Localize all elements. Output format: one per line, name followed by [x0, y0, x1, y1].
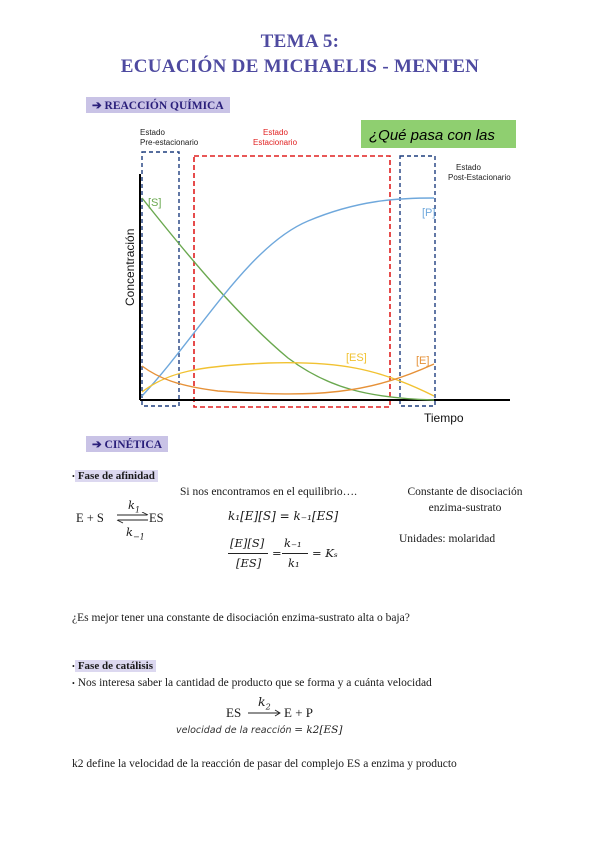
frac2-bar: [282, 553, 308, 554]
frac1-numerator: [E][S]: [230, 536, 265, 550]
ks-symbol: = Kₛ: [312, 546, 338, 560]
estado-post-label2: Post-Estacionario: [448, 173, 511, 182]
reaction-arrow: [248, 708, 282, 718]
label-es: [ES]: [346, 352, 367, 364]
x-axis-label: Tiempo: [424, 411, 464, 425]
catalisis-heading: Fase de catálisis: [75, 660, 156, 672]
velocidad-row: [176, 724, 342, 736]
section-cinetica: ➔ CINÉTICA: [86, 436, 168, 452]
unidades-text: Unidades: molaridad: [399, 533, 496, 545]
reaction-lhs: E + S: [76, 511, 104, 525]
pre-state-box: [142, 152, 179, 406]
frac2-numerator: k₋₁: [284, 536, 302, 550]
bullet-icon: •: [72, 679, 75, 688]
page-title-line2: ECUACIÓN DE MICHAELIS - MENTEN: [120, 56, 480, 77]
km1-symbol: k: [126, 525, 133, 539]
afinidad-reaction: [76, 498, 176, 542]
afinidad-heading: Fase de afinidad: [75, 470, 158, 482]
k2-definition: k2 define la velocidad de la reacción de pasar del complejo ES a enzima y producto: [72, 758, 457, 770]
estado-pre-label: Estado: [140, 128, 165, 137]
constante-line2: enzima-sustrato: [428, 502, 502, 514]
frac2-denominator: k₁: [288, 556, 300, 570]
constante-line1: Constante de disociación: [407, 486, 523, 498]
banner-text: ¿Qué pasa con las: [369, 127, 495, 144]
frac1-denominator: [ES]: [236, 556, 262, 570]
estado-pre-label2: Pre-estacionario: [140, 138, 199, 147]
label-s: [S]: [148, 197, 162, 209]
estado-post-label: Estado: [456, 163, 481, 172]
y-axis-label: Concentración: [123, 228, 137, 306]
km1-label: [126, 525, 145, 541]
page-title-line1: TEMA 5:: [260, 31, 340, 52]
catalisis-bullet: Nos interesa saber la cantidad de producto que se forma y a cuánta velocidad: [77, 677, 432, 689]
catalisis-lhs: ES: [226, 705, 242, 720]
frac1-bar: [228, 553, 268, 554]
velocidad-label: velocidad de la reacción: [176, 725, 292, 736]
k2-subscript: 2: [265, 702, 271, 712]
afinidad-heading-row: [72, 470, 158, 482]
equilibrium-equation: k₁[E][S] = k₋₁[ES]: [228, 509, 339, 523]
bullet-icon: •: [72, 471, 75, 481]
reaction-rhs: ES: [149, 511, 164, 525]
label-p: [P]: [422, 207, 436, 219]
section-reaccion-quimica: ➔ REACCIÓN QUÍMICA: [86, 97, 230, 113]
bullet-icon: •: [72, 661, 75, 671]
k1-symbol: k: [128, 498, 135, 512]
catalisis-rhs: E + P: [284, 705, 314, 720]
equilibrium-arrows: [116, 512, 150, 524]
concentration-time-figure: [118, 116, 518, 428]
post-state-box: [400, 156, 435, 406]
ks-equation: [228, 536, 358, 576]
k2-symbol: k: [258, 694, 266, 709]
equals-sign: =: [272, 546, 282, 560]
k1-subscript: 1: [134, 505, 141, 515]
estado-est-label2: Estacionario: [253, 138, 298, 147]
catalisis-reaction: [226, 694, 366, 724]
pregunta-text: ¿Es mejor tener una constante de disociación enzima-sustrato alta o baja?: [72, 612, 410, 624]
catalisis-heading-row: [72, 660, 156, 672]
velocidad-equation: = k2[ES]: [294, 724, 343, 736]
catalisis-bullet-row: [72, 677, 432, 689]
km1-subscript: −1: [132, 532, 145, 542]
estado-est-label: Estado: [263, 128, 288, 137]
equilibrio-text: Si nos encontramos en el equilibrio….: [180, 486, 357, 498]
label-e: [E]: [416, 355, 430, 367]
